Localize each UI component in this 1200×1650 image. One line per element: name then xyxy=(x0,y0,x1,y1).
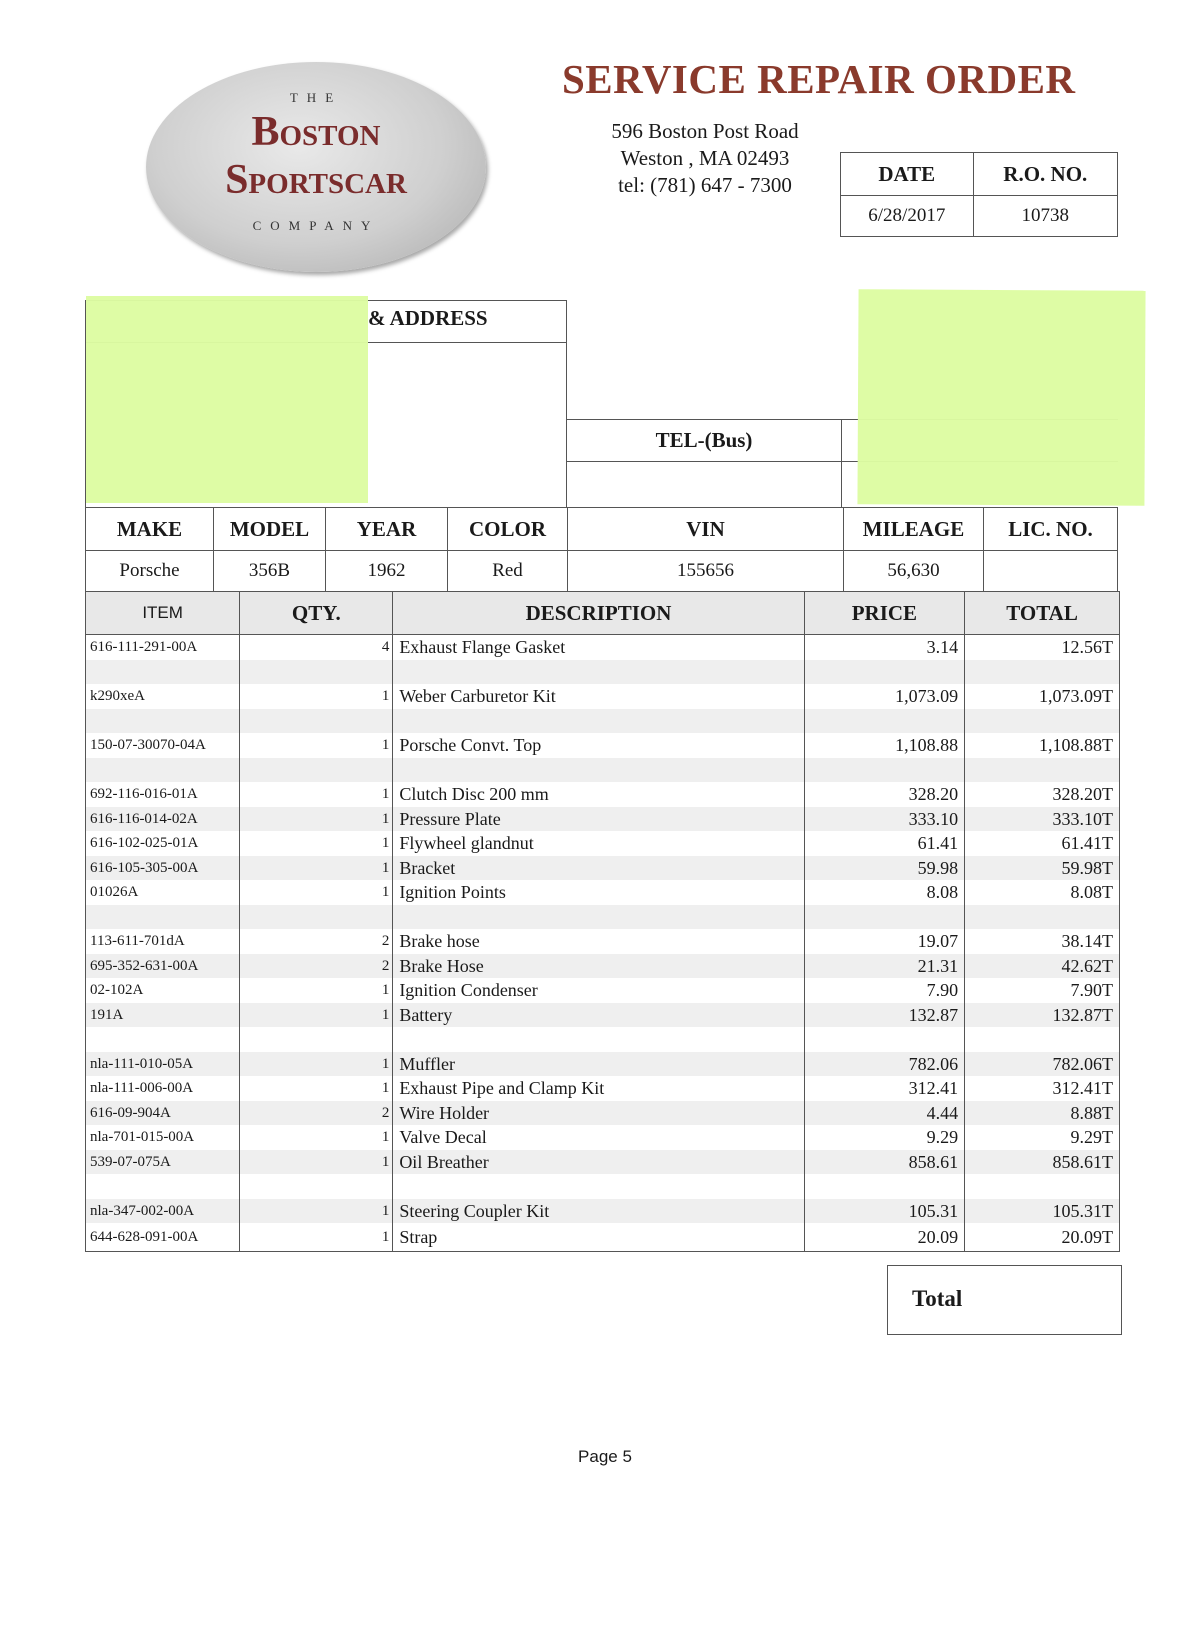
items-table xyxy=(85,591,1120,1252)
vehicle-year: 1962 xyxy=(326,551,448,592)
item-price xyxy=(804,1027,964,1052)
item-total: 7.90T xyxy=(965,978,1120,1003)
make-header: MAKE xyxy=(86,508,214,551)
item-description: Flywheel glandnut xyxy=(393,831,804,856)
page-number: Page 5 xyxy=(578,1447,632,1466)
item-description: Ignition Condenser xyxy=(393,978,804,1003)
table-row xyxy=(86,782,1120,807)
item-qty: 1 xyxy=(240,1223,393,1252)
item-price: 21.31 xyxy=(804,954,964,979)
item-code: 150-07-30070-04A xyxy=(86,733,240,758)
item-price: 312.41 xyxy=(804,1076,964,1101)
item-code xyxy=(86,709,240,734)
item-total: 105.31T xyxy=(965,1199,1120,1224)
item-code: 01026A xyxy=(86,880,240,905)
item-code: 695-352-631-00A xyxy=(86,954,240,979)
item-code: 644-628-091-00A xyxy=(86,1223,240,1252)
item-qty: 1 xyxy=(240,856,393,881)
logo-line-sportscar: Sportscar xyxy=(225,157,407,203)
table-row xyxy=(86,880,1120,905)
item-qty xyxy=(240,1174,393,1199)
item-total: 328.20T xyxy=(965,782,1120,807)
item-qty: 1 xyxy=(240,978,393,1003)
table-row xyxy=(86,954,1120,979)
item-header: ITEM xyxy=(86,592,240,635)
table-row xyxy=(86,1125,1120,1150)
item-price xyxy=(804,709,964,734)
model-header: MODEL xyxy=(214,508,326,551)
item-description: Steering Coupler Kit xyxy=(393,1199,804,1224)
item-price xyxy=(804,660,964,685)
sticky-note-redaction xyxy=(86,296,368,503)
item-qty: 1 xyxy=(240,831,393,856)
item-code: nla-701-015-00A xyxy=(86,1125,240,1150)
vehicle-mileage: 56,630 xyxy=(844,551,984,592)
table-row xyxy=(86,684,1120,709)
item-code: nla-111-010-05A xyxy=(86,1052,240,1077)
item-code: 539-07-075A xyxy=(86,1150,240,1175)
item-qty xyxy=(240,709,393,734)
item-total: 333.10T xyxy=(965,807,1120,832)
table-row xyxy=(86,1101,1120,1126)
vehicle-vin: 155656 xyxy=(568,551,844,592)
item-qty: 1 xyxy=(240,1003,393,1028)
item-price: 61.41 xyxy=(804,831,964,856)
item-description xyxy=(393,905,804,930)
item-description: Clutch Disc 200 mm xyxy=(393,782,804,807)
item-total: 20.09T xyxy=(965,1223,1120,1252)
item-total: 1,108.88T xyxy=(965,733,1120,758)
items-table-body xyxy=(86,635,1120,1252)
logo-company-text: COMPANY xyxy=(252,218,380,233)
address-tel: tel: (781) 647 - 7300 xyxy=(618,173,792,197)
table-row xyxy=(86,905,1120,930)
item-qty: 1 xyxy=(240,1076,393,1101)
item-code xyxy=(86,660,240,685)
item-qty: 1 xyxy=(240,1052,393,1077)
table-row xyxy=(86,1223,1120,1252)
item-qty: 1 xyxy=(240,1150,393,1175)
table-row xyxy=(86,807,1120,832)
item-total: 9.29T xyxy=(965,1125,1120,1150)
table-row xyxy=(86,1027,1120,1052)
item-code: nla-111-006-00A xyxy=(86,1076,240,1101)
address-city: Weston , MA 02493 xyxy=(620,146,790,170)
item-code: 191A xyxy=(86,1003,240,1028)
item-price: 8.08 xyxy=(804,880,964,905)
item-total: 12.56T xyxy=(965,635,1120,660)
item-code: 616-102-025-01A xyxy=(86,831,240,856)
item-code: 02-102A xyxy=(86,978,240,1003)
item-price xyxy=(804,1174,964,1199)
item-description xyxy=(393,660,804,685)
item-description: Exhaust Flange Gasket xyxy=(393,635,804,660)
item-qty: 1 xyxy=(240,880,393,905)
table-row xyxy=(86,1052,1120,1077)
item-qty: 1 xyxy=(240,1125,393,1150)
total-header: TOTAL xyxy=(965,592,1120,635)
item-total xyxy=(965,1027,1120,1052)
item-total xyxy=(965,1174,1120,1199)
item-description xyxy=(393,1174,804,1199)
grand-total-box xyxy=(887,1265,1122,1335)
order-date: 6/28/2017 xyxy=(841,196,974,237)
table-row xyxy=(86,635,1120,660)
vehicle-make: Porsche xyxy=(86,551,214,592)
item-qty xyxy=(240,1027,393,1052)
item-total xyxy=(965,709,1120,734)
table-row xyxy=(86,1174,1120,1199)
order-info-table xyxy=(840,152,1118,237)
table-row xyxy=(86,978,1120,1003)
table-row xyxy=(86,1150,1120,1175)
item-price: 333.10 xyxy=(804,807,964,832)
price-header: PRICE xyxy=(804,592,964,635)
item-description: Valve Decal xyxy=(393,1125,804,1150)
company-logo xyxy=(146,62,486,272)
item-description: Wire Holder xyxy=(393,1101,804,1126)
item-description xyxy=(393,758,804,783)
name-address-label: & ADDRESS xyxy=(368,306,488,330)
date-header: DATE xyxy=(841,153,974,196)
table-row xyxy=(86,733,1120,758)
item-price: 20.09 xyxy=(804,1223,964,1252)
item-code: k290xeA xyxy=(86,684,240,709)
tel-box-column-divider xyxy=(841,419,842,507)
item-qty: 2 xyxy=(240,929,393,954)
item-description: Battery xyxy=(393,1003,804,1028)
item-qty: 1 xyxy=(240,1199,393,1224)
item-total: 61.41T xyxy=(965,831,1120,856)
item-price: 1,108.88 xyxy=(804,733,964,758)
year-header: YEAR xyxy=(326,508,448,551)
item-code: 616-116-014-02A xyxy=(86,807,240,832)
item-price: 782.06 xyxy=(804,1052,964,1077)
item-price xyxy=(804,758,964,783)
table-row xyxy=(86,929,1120,954)
table-row xyxy=(86,660,1120,685)
item-description: Weber Carburetor Kit xyxy=(393,684,804,709)
vehicle-table xyxy=(85,507,1118,592)
item-code xyxy=(86,1027,240,1052)
item-total: 8.08T xyxy=(965,880,1120,905)
vehicle-color: Red xyxy=(448,551,568,592)
item-price: 4.44 xyxy=(804,1101,964,1126)
item-total: 42.62T xyxy=(965,954,1120,979)
item-qty xyxy=(240,660,393,685)
item-total: 1,073.09T xyxy=(965,684,1120,709)
item-description: Pressure Plate xyxy=(393,807,804,832)
table-row xyxy=(86,856,1120,881)
item-price: 328.20 xyxy=(804,782,964,807)
item-price: 3.14 xyxy=(804,635,964,660)
item-price: 1,073.09 xyxy=(804,684,964,709)
item-price: 105.31 xyxy=(804,1199,964,1224)
vehicle-model: 356B xyxy=(214,551,326,592)
item-total xyxy=(965,758,1120,783)
item-qty: 1 xyxy=(240,807,393,832)
item-description: Exhaust Pipe and Clamp Kit xyxy=(393,1076,804,1101)
item-code: 692-116-016-01A xyxy=(86,782,240,807)
item-code xyxy=(86,905,240,930)
item-price: 132.87 xyxy=(804,1003,964,1028)
item-description xyxy=(393,1027,804,1052)
item-price: 9.29 xyxy=(804,1125,964,1150)
table-row xyxy=(86,831,1120,856)
item-qty: 1 xyxy=(240,733,393,758)
item-description: Bracket xyxy=(393,856,804,881)
item-price: 858.61 xyxy=(804,1150,964,1175)
ro-number: 10738 xyxy=(973,196,1117,237)
item-total: 8.88T xyxy=(965,1101,1120,1126)
item-qty: 4 xyxy=(240,635,393,660)
vehicle-license xyxy=(984,551,1118,592)
ro-number-header: R.O. NO. xyxy=(973,153,1117,196)
item-qty: 1 xyxy=(240,684,393,709)
item-total xyxy=(965,660,1120,685)
item-description: Brake hose xyxy=(393,929,804,954)
item-qty: 2 xyxy=(240,1101,393,1126)
logo-the-text: THE xyxy=(289,90,343,105)
address-street: 596 Boston Post Road xyxy=(611,119,799,143)
item-total: 782.06T xyxy=(965,1052,1120,1077)
sticky-note-redaction xyxy=(857,289,1145,505)
qty-header: QTY. xyxy=(240,592,393,635)
item-code: 616-09-904A xyxy=(86,1101,240,1126)
item-description: Brake Hose xyxy=(393,954,804,979)
item-description: Strap xyxy=(393,1223,804,1252)
item-description: Oil Breather xyxy=(393,1150,804,1175)
item-total xyxy=(965,905,1120,930)
document-title: SERVICE REPAIR ORDER xyxy=(562,56,1076,102)
table-row xyxy=(86,1003,1120,1028)
table-row xyxy=(86,1076,1120,1101)
item-code: 113-611-701dA xyxy=(86,929,240,954)
item-description: Muffler xyxy=(393,1052,804,1077)
item-code xyxy=(86,758,240,783)
vin-header: VIN xyxy=(568,508,844,551)
item-code: 616-105-305-00A xyxy=(86,856,240,881)
item-qty xyxy=(240,758,393,783)
table-row xyxy=(86,758,1120,783)
item-price xyxy=(804,905,964,930)
customer-box-border-right xyxy=(566,300,567,507)
mileage-header: MILEAGE xyxy=(844,508,984,551)
item-price: 59.98 xyxy=(804,856,964,881)
item-description xyxy=(393,709,804,734)
item-total: 59.98T xyxy=(965,856,1120,881)
item-total: 858.61T xyxy=(965,1150,1120,1175)
item-description: Porsche Convt. Top xyxy=(393,733,804,758)
table-row xyxy=(86,709,1120,734)
item-description: Ignition Points xyxy=(393,880,804,905)
license-header: LIC. NO. xyxy=(984,508,1118,551)
item-qty: 2 xyxy=(240,954,393,979)
logo-line-boston: Boston xyxy=(251,109,381,155)
company-address xyxy=(570,118,840,199)
item-total: 132.87T xyxy=(965,1003,1120,1028)
item-total: 38.14T xyxy=(965,929,1120,954)
item-price: 19.07 xyxy=(804,929,964,954)
item-code: 616-111-291-00A xyxy=(86,635,240,660)
item-total: 312.41T xyxy=(965,1076,1120,1101)
total-label: Total xyxy=(912,1286,963,1311)
color-header: COLOR xyxy=(448,508,568,551)
item-code: nla-347-002-00A xyxy=(86,1199,240,1224)
item-qty: 1 xyxy=(240,782,393,807)
item-price: 7.90 xyxy=(804,978,964,1003)
description-header: DESCRIPTION xyxy=(393,592,804,635)
item-qty xyxy=(240,905,393,930)
item-code xyxy=(86,1174,240,1199)
tel-bus-label: TEL-(Bus) xyxy=(655,428,753,452)
table-row xyxy=(86,1199,1120,1224)
